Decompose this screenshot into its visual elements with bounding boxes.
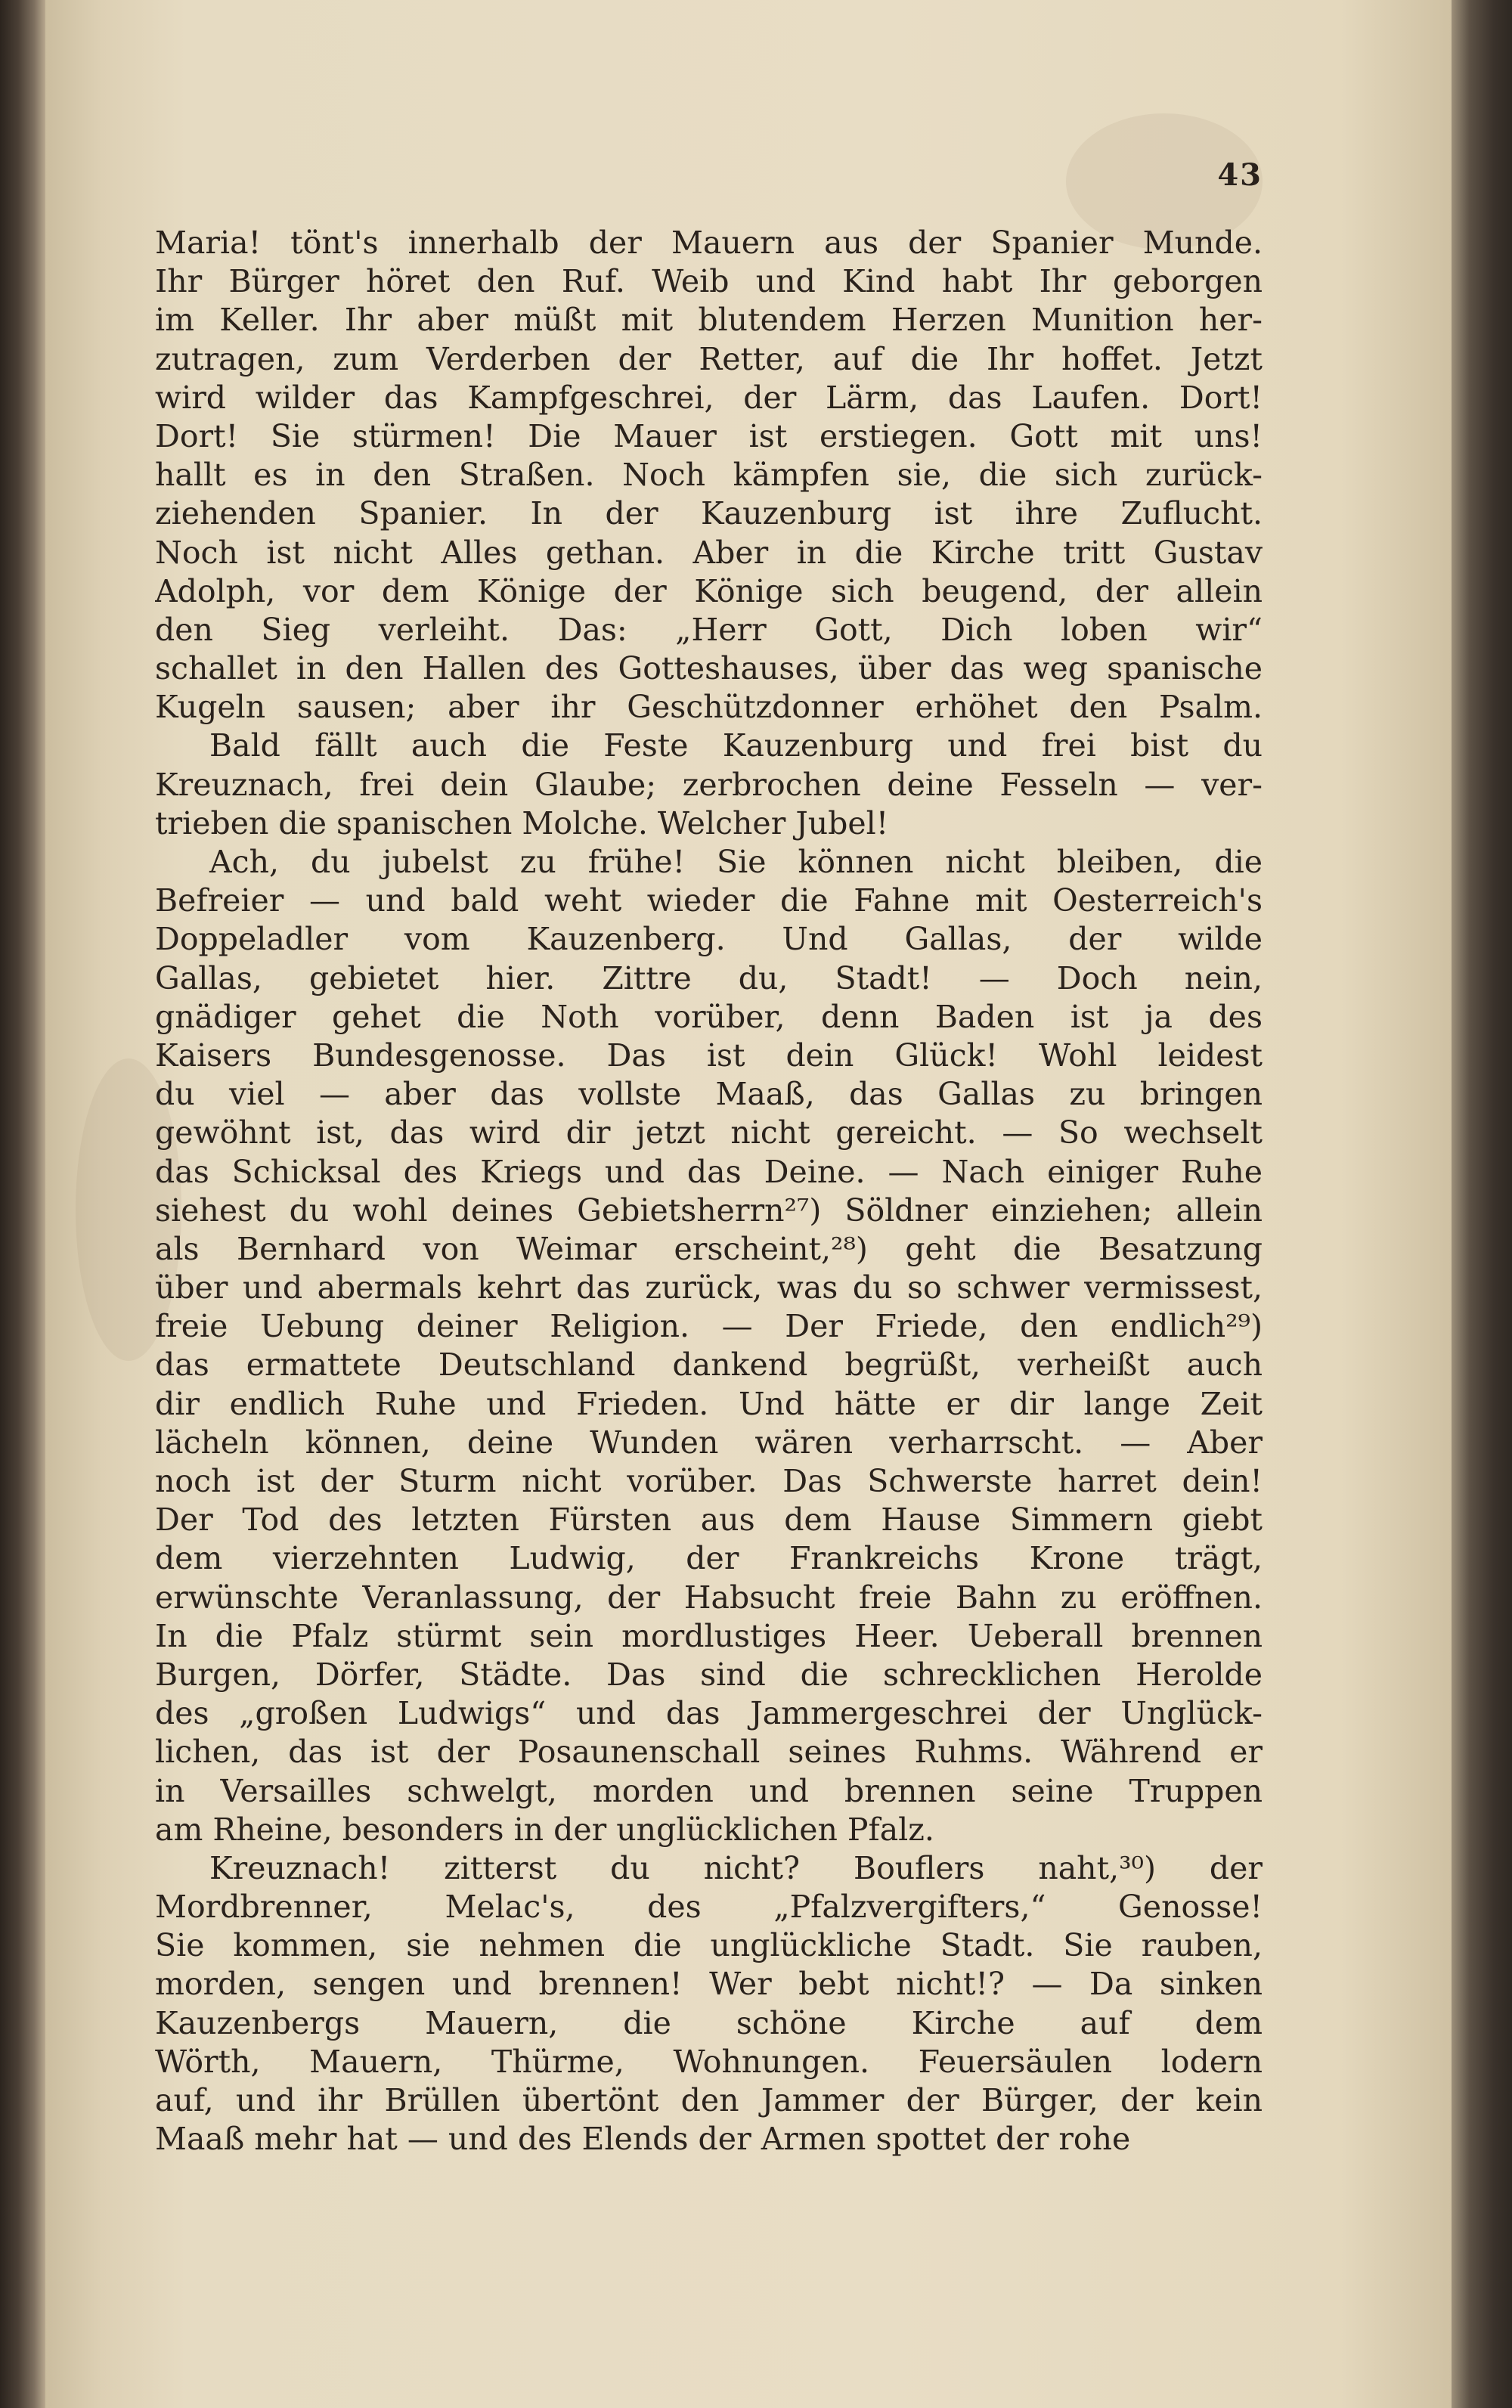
text-line: wird wilder das Kampfgeschrei, der Lärm, das Laufen. Dort! (155, 379, 1263, 416)
text-line: Kreuznach! zitterst du nicht? Bouflers naht,³⁰) der (209, 1849, 1263, 1886)
text-line: Kauzenbergs Mauern, die schöne Kirche auf dem (155, 2004, 1263, 2041)
text-line: am Rheine, besonders in der unglücklichen Pfalz. (155, 1811, 934, 1848)
text-line: über und abermals kehrt das zurück, was du so schwer vermissest, (155, 1269, 1263, 1306)
text-line: gnädiger gehet die Noth vorüber, denn Baden ist ja des (155, 998, 1263, 1035)
text-line: morden, sengen und brennen! Wer bebt nicht!? — Da sinken (155, 1966, 1263, 2003)
text-line: lichen, das ist der Posaunenschall seines Ruhms. Während er (155, 1734, 1263, 1771)
text-line: siehest du wohl deines Gebietsherrn²⁷) Söldner einziehen; allein (155, 1192, 1263, 1229)
text-line: gewöhnt ist, das wird dir jetzt nicht gereicht. — So wechselt (155, 1114, 1263, 1151)
text-line: Der Tod des letzten Fürsten aus dem Hause Simmern giebt (155, 1502, 1263, 1539)
text-line: Ihr Bürger höret den Ruf. Weib und Kind habt Ihr geborgen (155, 263, 1263, 300)
text-line: Dort! Sie stürmen! Die Mauer ist erstiegen. Gott mit uns! (155, 417, 1263, 454)
text-line: das Schicksal des Kriegs und das Deine. — Nach einiger Ruhe (155, 1153, 1263, 1190)
text-line: als Bernhard von Weimar erscheint,²⁸) geht die Besatzung (155, 1230, 1263, 1267)
text-line: Kreuznach, frei dein Glaube; zerbrochen deine Fesseln — ver- (155, 766, 1263, 803)
text-line: Maaß mehr hat — und des Elends der Armen spottet der rohe (155, 2121, 1131, 2158)
text-line: Mordbrenner, Melac's, des „Pfalzvergifters,“ Genosse! (155, 1889, 1263, 1926)
text-line: Maria! tönt's innerhalb der Mauern aus der Spanier Munde. (155, 225, 1263, 261)
text-line: lächeln können, deine Wunden wären verharrscht. — Aber (155, 1424, 1263, 1461)
text-line: Befreier — und bald weht wieder die Fahne mit Oesterreich's (155, 882, 1263, 919)
text-line: trieben die spanischen Molche. Welcher Jubel! (155, 804, 889, 841)
text-line: auf, und ihr Brüllen übertönt den Jammer der Bürger, der kein (155, 2082, 1263, 2118)
text-line: dem vierzehnten Ludwig, der Frankreichs Krone trägt, (155, 1540, 1263, 1577)
text-line: Bald fällt auch die Feste Kauzenburg und frei bist du (209, 727, 1263, 764)
text-line: Sie kommen, sie nehmen die unglückliche Stadt. Sie rauben, (155, 1927, 1263, 1964)
text-line: In die Pfalz stürmt sein mordlustiges Heer. Ueberall brennen (155, 1617, 1263, 1654)
text-line: Noch ist nicht Alles gethan. Aber in die Kirche tritt Gustav (155, 534, 1263, 571)
text-line: schallet in den Hallen des Gotteshauses, über das weg spanische (155, 650, 1263, 687)
text-line: Kugeln sausen; aber ihr Geschützdonner erhöhet den Psalm. (155, 689, 1263, 726)
text-line: Ach, du jubelst zu frühe! Sie können nicht bleiben, die (209, 844, 1263, 880)
text-line: das ermattete Deutschland dankend begrüßt, verheißt auch (155, 1347, 1263, 1384)
text-line: Doppeladler vom Kauzenberg. Und Gallas, der wilde (155, 921, 1263, 958)
text-line: noch ist der Sturm nicht vorüber. Das Schwerste harret dein! (155, 1463, 1263, 1499)
text-line: Kaisers Bundesgenosse. Das ist dein Glück! Wohl leidest (155, 1037, 1263, 1074)
text-line: in Versailles schwelgt, morden und brennen seine Truppen (155, 1772, 1263, 1809)
book-binding (0, 0, 45, 2408)
page-number: 43 (1217, 157, 1263, 193)
text-line: den Sieg verleiht. Das: „Herr Gott, Dich loben wir“ (155, 611, 1263, 648)
text-line: ziehenden Spanier. In der Kauzenburg ist ihre Zuflucht. (155, 495, 1263, 532)
text-line: Burgen, Dörfer, Städte. Das sind die schrecklichen Herolde (155, 1656, 1263, 1693)
body-text (155, 224, 1263, 2159)
text-line: Wörth, Mauern, Thürme, Wohnungen. Feuersäulen lodern (155, 2043, 1263, 2080)
text-line: des „großen Ludwigs“ und das Jammergeschrei der Unglück- (155, 1695, 1263, 1732)
text-line: freie Uebung deiner Religion. — Der Friede, den endlich²⁹) (155, 1308, 1263, 1345)
text-line: zutragen, zum Verderben der Retter, auf die Ihr hoffet. Jetzt (155, 340, 1263, 377)
text-line: Gallas, gebietet hier. Zittre du, Stadt! — Doch nein, (155, 959, 1263, 996)
text-line: hallt es in den Straßen. Noch kämpfen sie, die sich zurück- (155, 457, 1263, 494)
page-edge (1452, 0, 1512, 2408)
text-line: du viel — aber das vollste Maaß, das Gallas zu bringen (155, 1076, 1263, 1113)
text-line: dir endlich Ruhe und Frieden. Und hätte er dir lange Zeit (155, 1385, 1263, 1422)
text-line: Adolph, vor dem Könige der Könige sich beugend, der allein (155, 572, 1263, 609)
text-line: im Keller. Ihr aber müßt mit blutendem Herzen Munition her- (155, 302, 1263, 339)
text-line: erwünschte Veranlassung, der Habsucht freie Bahn zu eröffnen. (155, 1579, 1263, 1616)
